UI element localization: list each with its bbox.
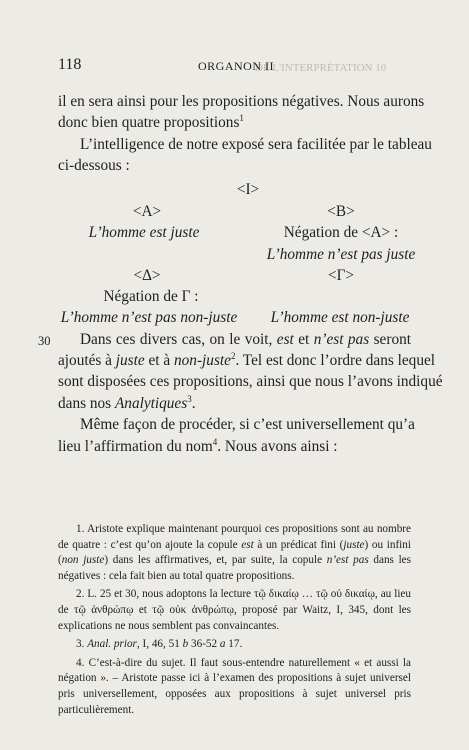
text-line: lieu l’affirmation du nom$^4$. Nous avons ainsi : (58, 436, 338, 455)
footnote-ref-4[interactable]: 4 (212, 436, 218, 447)
paragraph-1 (58, 91, 425, 134)
text-line: ajoutés à juste et à non-juste$^2$. Tel est donc l’ordre dans lequel (58, 350, 436, 370)
paragraph-3 (38, 329, 443, 415)
table-label-A: <A> (132, 202, 162, 220)
footnote-2: 2. L. 25 et 30, nous adoptons la lecture τῷ δικαίῳ … τῷ οὐ δικαίῳ, au lieu de τῷ ἀνθρώπῳ et τῷ οὐκ ἀνθρώπῳ, proposé par Waitz, I, 345, dont les explications ne nous semblent pas convaincantes. (58, 588, 411, 632)
line-number: 30 (38, 333, 51, 348)
text-line: donc bien quatre propositions$^1$ (58, 113, 244, 132)
text-line: Dans ces divers cas, on le voit, est et n’est pas seront (80, 330, 411, 348)
text-line: sont disposées ces propositions, ainsi que nous l’avons indiqué (58, 373, 443, 391)
text-line: il en sera ainsi pour les propositions négatives. Nous aurons (58, 93, 425, 110)
page-number: 118 (58, 56, 82, 73)
footnote-ref-1[interactable]: 1 (239, 113, 244, 124)
paragraph-2 (58, 134, 432, 177)
table-statement: Négation de Γ : (103, 287, 199, 305)
text-line: ci-dessous : (58, 157, 130, 175)
table-label-gamma: <Γ> (327, 266, 355, 284)
table-statement: L’homme n’est pas juste (266, 245, 416, 263)
table-statement: Négation de <A> : (283, 223, 399, 241)
paragraph-4 (58, 414, 415, 457)
table-statement: L’homme est juste (88, 223, 200, 241)
footnote-3: 3. Anal. prior, I, 46, 51 b 36-52 a 17. (76, 638, 243, 651)
table-statement: L’homme n’est pas non-juste (60, 308, 238, 326)
text-line: dans nos Analytiques$^3$. (58, 393, 196, 412)
footnote-1: 1. Aristote explique maintenant pourquoi ces propositions sont au nombre de quatre : c’est qu’on ajoute la copule est à un prédicat fini (juste) ou infini (non juste) dans les affirmatives, et, par suite, la copule n’est pas dans les négatives : cela fait bien au total quatre propositions. (58, 523, 411, 582)
text-line: Même façon de procéder, si c’est universellement qu’a (80, 416, 415, 434)
main-text (38, 91, 443, 457)
footnote-ref-2[interactable]: 2 (230, 350, 236, 361)
table-label-I: <I> (236, 180, 260, 198)
footnote-ref-3[interactable]: 3 (187, 393, 192, 404)
running-header (58, 56, 414, 76)
footnote-4: 4. C’est-à-dire du sujet. Il faut sous-entendre naturellement « et aussi la négation ». – Aristote passe ici à l’examen des propositions à sujet universel pris universellement, opposées aux propositions à sujet universel pris particulièrement. (58, 656, 411, 716)
table-statement: L’homme est non-juste (270, 308, 410, 326)
footnotes (58, 522, 411, 718)
running-title: ORGANON II (198, 59, 274, 73)
table-label-B: <B> (327, 202, 355, 220)
table-label-delta: <Δ> (133, 266, 161, 284)
text-line: L’intelligence de notre exposé sera facilitée par le tableau (80, 135, 432, 153)
bleed-through-text: DE L'INTERPRÉTATION 10 (255, 62, 387, 74)
propositions-table (58, 179, 416, 326)
